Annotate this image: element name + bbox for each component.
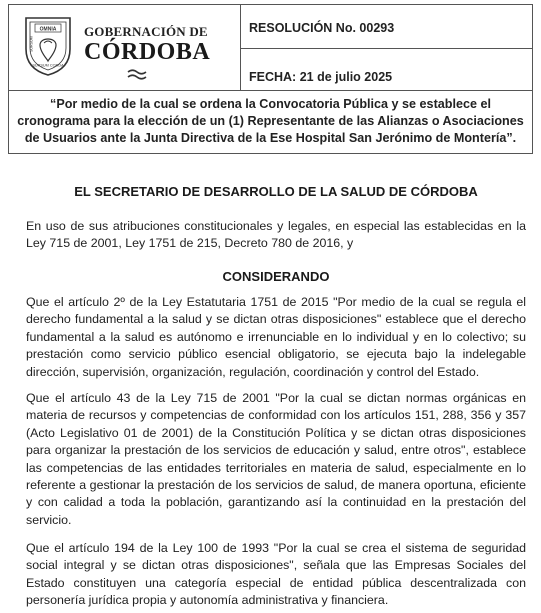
crest-scroll-text: OMNIA	[39, 26, 57, 33]
header-top-row	[9, 5, 532, 90]
resolution-date: FECHA: 21 de julio 2025	[249, 70, 393, 84]
issuer-title: EL SECRETARIO DE DESARROLLO DE LA SALUD DE CÓRDOBA	[74, 184, 478, 199]
considerando-paragraph: Que el artículo 2º de la Ley Estatutaria 1751 de 2015 "Por medio de la cual se regula el derecho fundamental a la salud y se dictan otras disposiciones" establece que el derecho fundamental a la salud es autónomo e irrenunciable en lo individual y en lo colectivo; su prestación como servicio público esencial obligatorio, se ejecuta bajo la indelegable dirección, supervisión, organización, regulación, coordinación y control del Estado.	[26, 295, 526, 379]
department-coat-of-arms-icon	[23, 15, 73, 77]
crest-bottom-text: SURSUM CORDA	[32, 63, 64, 68]
document-header	[8, 4, 533, 154]
intro-paragraph: En uso de sus atribuciones constitucionales y legales, en especial las establecidas en la Ley 715 de 2001, Ley 1751 de 215, Decreto 780 de 2016, y	[26, 219, 526, 251]
resolution-meta	[241, 5, 532, 90]
considerando-paragraph: Que el artículo 194 de la Ley 100 de 1993 "Por la cual se crea el sistema de seguridad social integral y se dictan otras disposiciones", señala que las Empresas Sociales del Estado constituyen una categoría especial de entidad pública descentralizada con personería jurídica propia y autonomía administrativa y financiera.	[26, 541, 526, 608]
brand-block	[9, 5, 241, 90]
resolution-number: RESOLUCIÓN No. 00293	[241, 5, 532, 49]
department-name: CÓRDOBA	[84, 39, 211, 65]
considerando-heading: CONSIDERANDO	[222, 269, 330, 284]
government-name: GOBERNACIÓN DE	[84, 24, 208, 39]
river-waves-icon	[127, 68, 147, 80]
crest-side-text: SURSUM	[29, 36, 34, 52]
resolution-subject: “Por medio de la cual se ordena la Convocatoria Pública y se establece el cronograma para la elección de un (1) Representante de las Alianzas o Asociaciones de Usuarios ante la Junta Directiva de la Ese Hospital San Jerónimo de Montería”.	[9, 90, 532, 153]
considerando-paragraph: Que el artículo 43 de la Ley 715 de 2001 "Por la cual se dictan normas orgánicas en materia de recursos y competencias de conformidad con los artículos 151, 288, 356 y 357 (Acto Legislativo 01 de 2001) de la Constitución Política y se dictan otras disposiciones para organizar la prestación de los servicios de educación y salud, entre otros", establece las competencias de las entidades territoriales en materia de salud, especialmente en lo referente a gestionar la prestación de los servicios de salud, de manera oportuna, eficiente y con calidad a toda la población, garantizando así la continuidad en la prestación del servicio.	[26, 391, 526, 527]
